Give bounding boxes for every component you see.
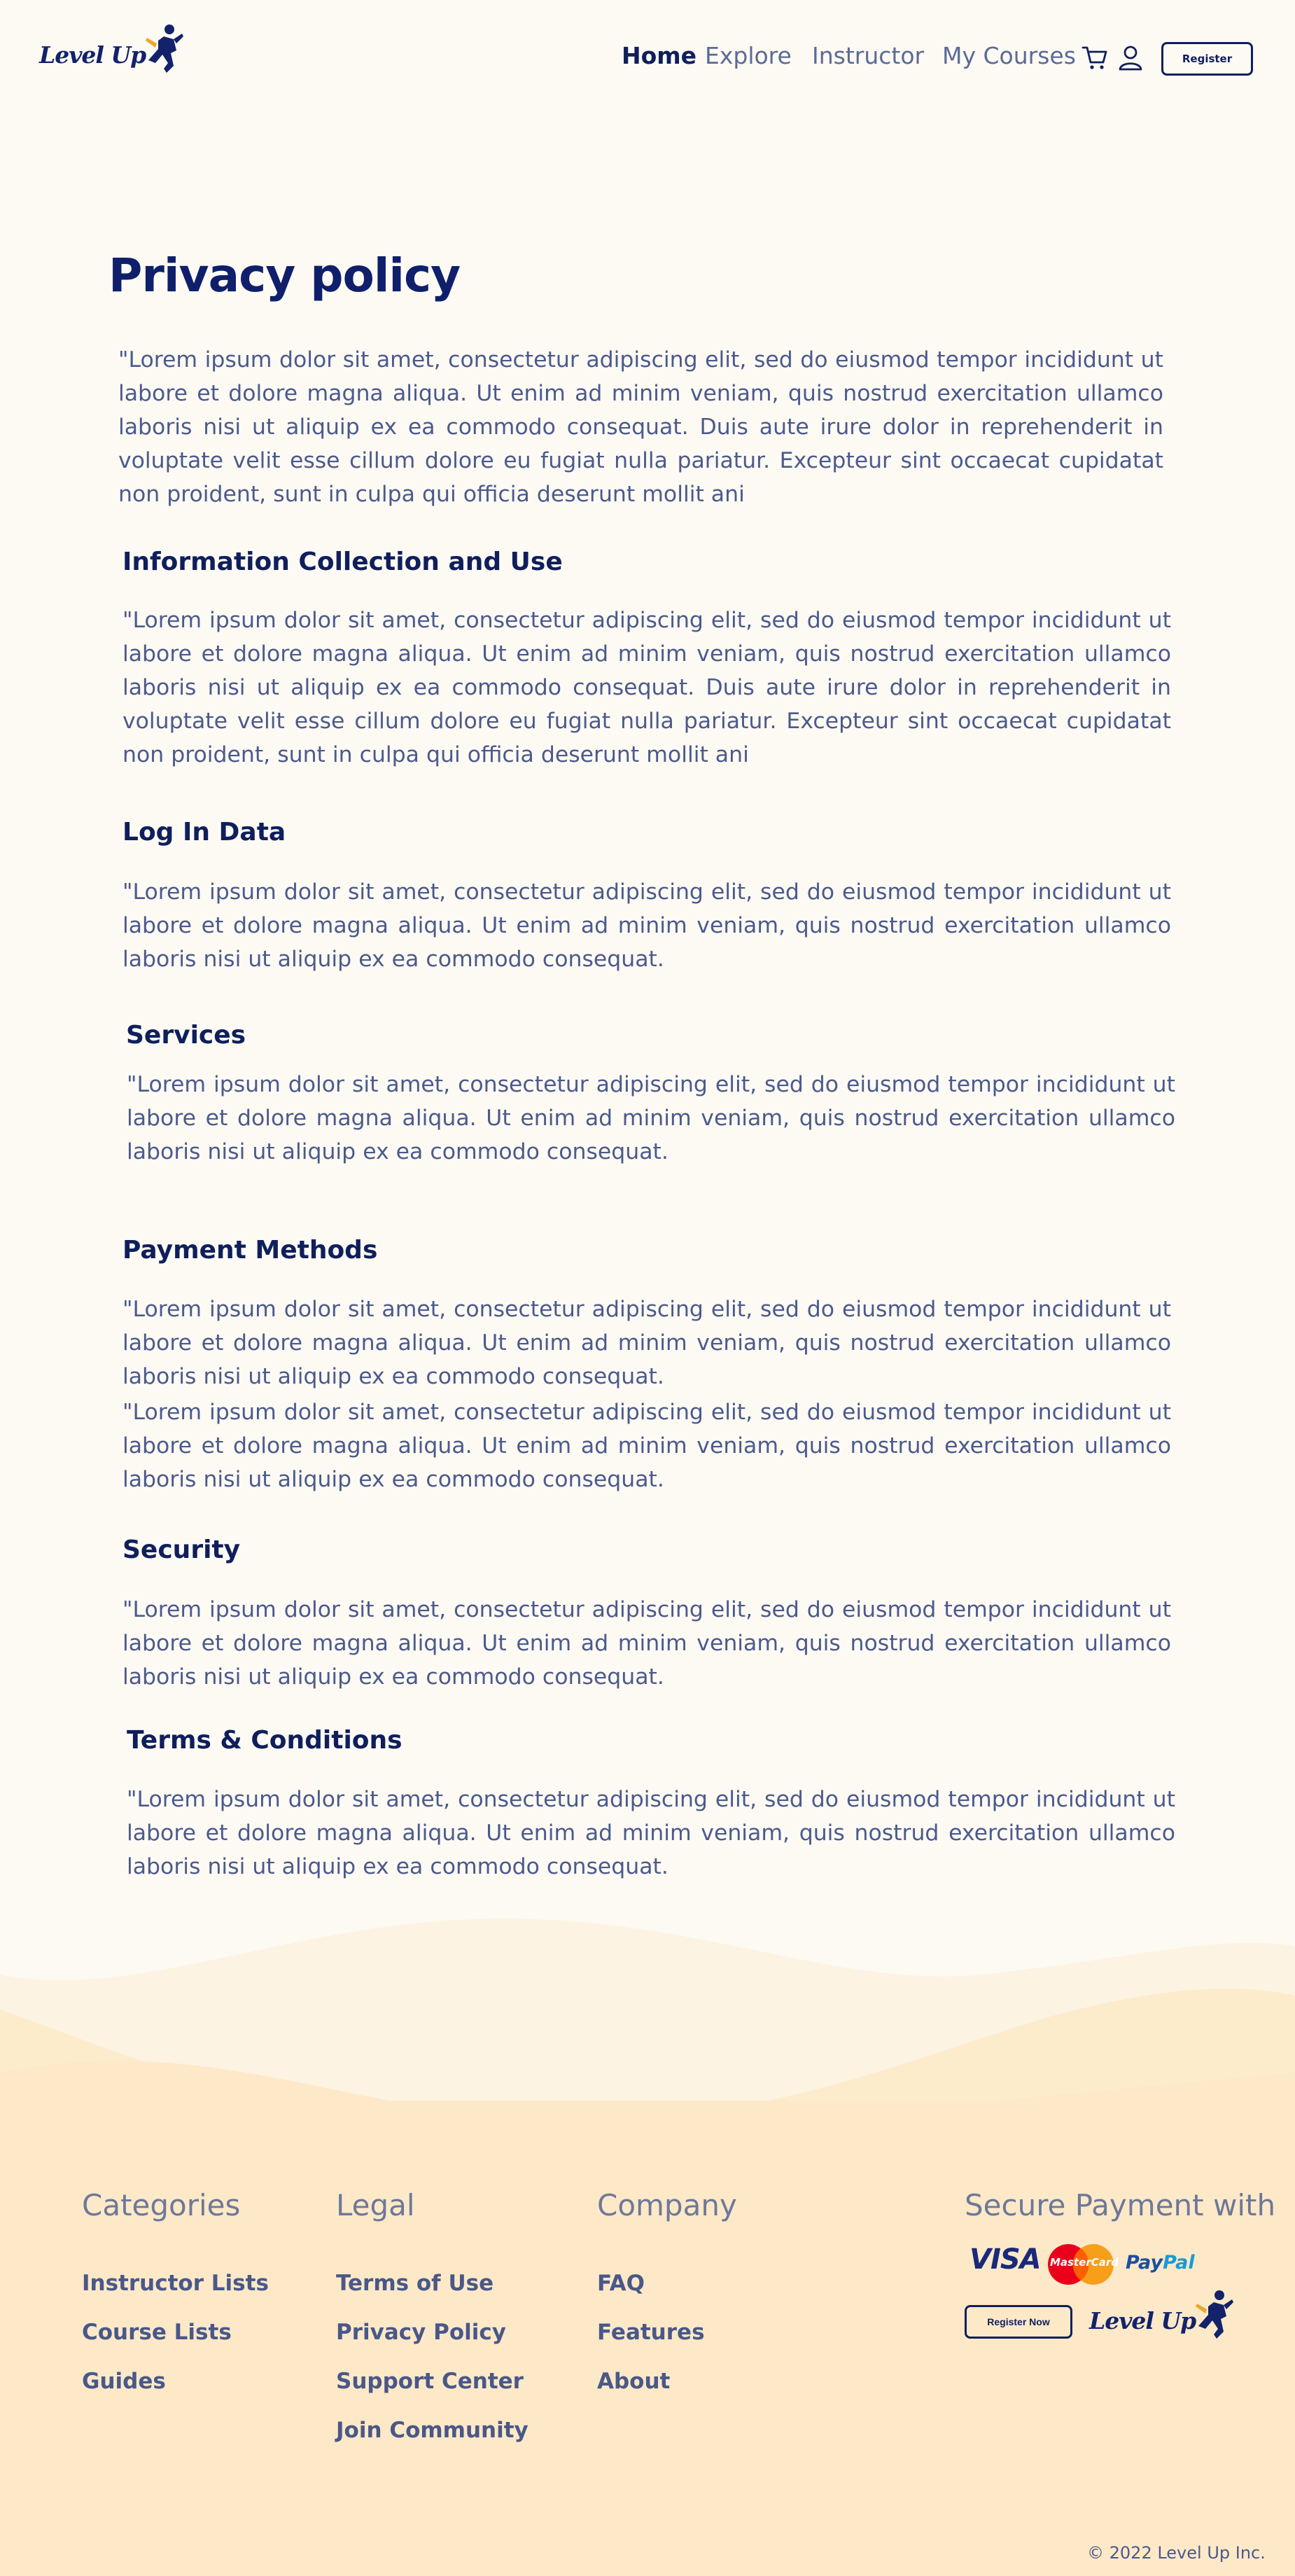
- page-title: Privacy policy: [108, 249, 461, 302]
- intro-paragraph: "Lorem ipsum dolor sit amet, consectetur adipiscing elit, sed do eiusmod tempor incididunt ut labore et dolore magna aliqua. Ut enim ad minim veniam, quis nostrud exercitation ullamco laboris nisi ut aliquip ex ea commodo consequat. Duis aute irure dolor in reprehenderit in voluptate velit esse cillum dolore eu fugiat nulla pariatur. Excepteur sint occaecat cupidatat non proident, sunt in culpa qui officia deserunt mollit ani: [118, 347, 1163, 507]
- paypal-text-a: Pay: [1126, 2252, 1163, 2274]
- footer-link-privacy-policy[interactable]: Privacy Policy: [336, 2320, 506, 2345]
- footer-logo-text: Level Up: [1089, 2306, 1196, 2334]
- footer-link-terms-of-use[interactable]: Terms of Use: [336, 2271, 494, 2296]
- section-title-payment-methods: Payment Methods: [122, 1236, 378, 1265]
- footer-link-join-community[interactable]: Join Community: [336, 2418, 528, 2443]
- mastercard-label: MasterCard: [1050, 2256, 1119, 2269]
- logo-text: Level Up: [39, 41, 146, 69]
- footer-link-instructor-lists[interactable]: Instructor Lists: [82, 2271, 269, 2296]
- nav-my-courses[interactable]: My Courses: [942, 42, 1076, 69]
- footer-link-about[interactable]: About: [597, 2369, 671, 2394]
- section-title-information: Information Collection and Use: [122, 548, 563, 576]
- nav-explore[interactable]: Explore: [705, 42, 792, 69]
- section-paragraph: "Lorem ipsum dolor sit amet, consectetur adipiscing elit, sed do eiusmod tempor incididunt ut labore et dolore magna aliqua. Ut enim ad minim veniam, quis nostrud exercitation ullamco laboris nisi ut aliquip ex ea commodo consequat.: [122, 1400, 1171, 1492]
- footer-link-support-center[interactable]: Support Center: [336, 2369, 524, 2394]
- user-icon[interactable]: [1116, 43, 1144, 71]
- footer-link-course-lists[interactable]: Course Lists: [82, 2320, 232, 2345]
- footer-register-now-button[interactable]: Register Now: [965, 2305, 1072, 2339]
- logo[interactable]: [39, 28, 185, 81]
- cart-icon[interactable]: [1081, 43, 1109, 71]
- visa-logo: VISA: [969, 2243, 1041, 2276]
- section-paragraph: "Lorem ipsum dolor sit amet, consectetur adipiscing elit, sed do eiusmod tempor incididunt ut labore et dolore magna aliqua. Ut enim ad minim veniam, quis nostrud exercitation ullamco laboris nisi ut aliquip ex ea commodo consequat.: [122, 879, 1171, 972]
- paypal-logo: [1126, 2252, 1195, 2274]
- runner-icon: [143, 22, 185, 81]
- footer-heading-legal: Legal: [336, 2188, 415, 2222]
- runner-icon: [1193, 2288, 1235, 2347]
- copyright: © 2022 Level Up Inc.: [1087, 2543, 1266, 2563]
- footer-heading-company: Company: [597, 2188, 737, 2222]
- section-paragraph: "Lorem ipsum dolor sit amet, consectetur adipiscing elit, sed do eiusmod tempor incididunt ut labore et dolore magna aliqua. Ut enim ad minim veniam, quis nostrud exercitation ullamco laboris nisi ut aliquip ex ea commodo consequat.: [127, 1787, 1175, 1879]
- footer-link-guides[interactable]: Guides: [82, 2369, 166, 2394]
- nav-home[interactable]: Home: [622, 42, 697, 69]
- section-title-security: Security: [122, 1536, 241, 1564]
- section-title-terms: Terms & Conditions: [127, 1726, 402, 1755]
- paypal-text-b: Pal: [1163, 2252, 1195, 2274]
- section-paragraph: "Lorem ipsum dolor sit amet, consectetur adipiscing elit, sed do eiusmod tempor incididunt ut labore et dolore magna aliqua. Ut enim ad minim veniam, quis nostrud exercitation ullamco laboris nisi ut aliquip ex ea commodo consequat.: [127, 1072, 1175, 1164]
- nav-instructor[interactable]: Instructor: [812, 42, 925, 69]
- section-paragraph: "Lorem ipsum dolor sit amet, consectetur adipiscing elit, sed do eiusmod tempor incididunt ut labore et dolore magna aliqua. Ut enim ad minim veniam, quis nostrud exercitation ullamco laboris nisi ut aliquip ex ea commodo consequat. Duis aute irure dolor in reprehenderit in voluptate velit esse cillum dolore eu fugiat nulla pariatur. Excepteur sint occaecat cupidatat non proident, sunt in culpa qui officia deserunt mollit ani: [122, 608, 1171, 767]
- footer-logo[interactable]: [1089, 2294, 1235, 2347]
- site-header: [0, 0, 1295, 119]
- footer-link-faq[interactable]: FAQ: [597, 2271, 645, 2296]
- section-paragraph: "Lorem ipsum dolor sit amet, consectetur adipiscing elit, sed do eiusmod tempor incididunt ut labore et dolore magna aliqua. Ut enim ad minim veniam, quis nostrud exercitation ullamco laboris nisi ut aliquip ex ea commodo consequat.: [122, 1297, 1171, 1389]
- section-paragraph: "Lorem ipsum dolor sit amet, consectetur adipiscing elit, sed do eiusmod tempor incididunt ut labore et dolore magna aliqua. Ut enim ad minim veniam, quis nostrud exercitation ullamco laboris nisi ut aliquip ex ea commodo consequat.: [122, 1597, 1171, 1690]
- footer-link-features[interactable]: Features: [597, 2320, 705, 2345]
- register-button[interactable]: Register: [1161, 42, 1253, 76]
- footer-heading-categories: Categories: [82, 2188, 241, 2222]
- footer-wave-background: [0, 1891, 1295, 2576]
- section-title-login-data: Log In Data: [122, 818, 286, 847]
- footer-heading-payment: Secure Payment with: [965, 2188, 1276, 2222]
- section-title-services: Services: [126, 1021, 246, 1050]
